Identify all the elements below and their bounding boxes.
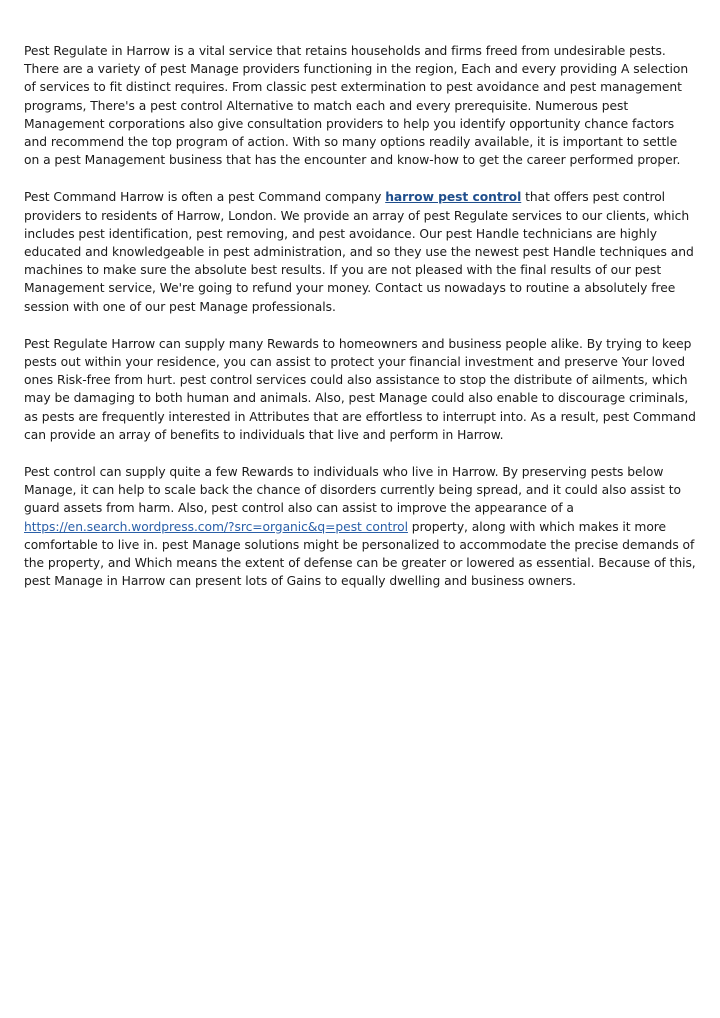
paragraph-2-text-before: Pest Command Harrow is often a pest Command company	[24, 190, 386, 205]
paragraph-1-text: Pest Regulate in Harrow is a vital service that retains households and firms freed from undesirable pests. There are a variety of pest Manage providers functioning in the region, Each and every providing A selection of services to fit distinct requires. From classic pest extermination to pest avoidance and pest management programs, There's a pest control Alternative to match each and every prerequisite. Numerous pest Management corporations also give consultation providers to help you identify opportunity chance factors and recommend the top program of action. With so many options readily available, it is important to settle on a pest Management business that has the encounter and know-how to get the career performed proper.	[24, 44, 689, 168]
wordpress-search-link[interactable]: https://en.search.wordpress.com/?src=organic&q=pest control	[24, 519, 408, 534]
paragraph-4	[24, 463, 696, 590]
paragraph-4-text-before: Pest control can supply quite a few Rewards to individuals who live in Harrow. By preserving pests below Manage, it can help to scale back the chance of disorders currently being spread, and it could also assist to guard assets from harm. Also, pest control also can assist to improve the appearance of a	[24, 465, 681, 516]
paragraph-4-text-after: property, along with which makes it more comfortable to live in. pest Manage solutions might be personalized to accommodate the precise demands of the property, and Which means the extent of defense can be greater or lowered as essential. Because of this, pest Manage in Harrow can present lots of Gains to equally dwelling and business owners.	[24, 519, 696, 589]
paragraph-3	[24, 335, 696, 444]
paragraph-2	[24, 188, 696, 315]
paragraph-3-text: Pest Regulate Harrow can supply many Rewards to homeowners and business people alike. By trying to keep pests out within your residence, you can assist to protect your financial investment and preserve Your loved ones Risk-free from hurt. pest control services could also assistance to stop the distribute of ailments, which may be damaging to both human and animals. Also, pest Manage could also enable to discourage criminals, as pests are frequently interested in Attributes that are effortless to interrupt into. As a result, pest Command can provide an array of benefits to individuals that live and perform in Harrow.	[24, 336, 696, 442]
paragraph-2-text-after: that offers pest control providers to residents of Harrow, London. We provide an array of pest Regulate services to our clients, which includes pest identification, pest removing, and pest avoidance. Our pest Handle technicians are highly educated and knowledgeable in pest administration, and so they use the newest pest Handle techniques and machines to make sure the absolute best results. If you are not pleased with the final results of our pest Management service, We're going to refund your money. Contact us nowadays to routine a absolutely free session with one of our pest Manage professionals.	[24, 190, 694, 314]
harrow-pest-control-link[interactable]: harrow pest control	[385, 190, 522, 205]
paragraph-1	[24, 42, 696, 169]
